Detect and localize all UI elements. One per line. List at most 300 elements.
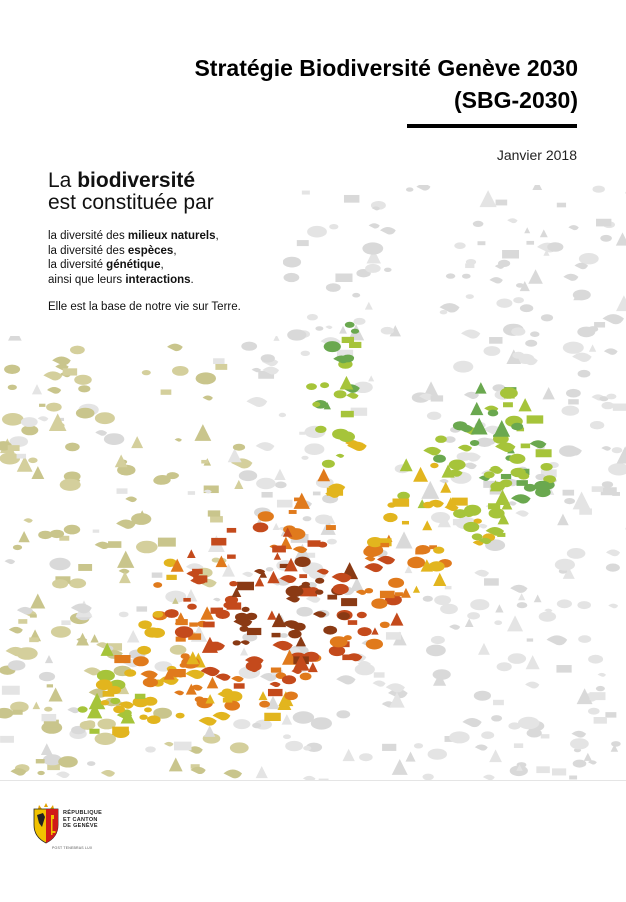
silhouette	[406, 187, 413, 191]
silhouette	[601, 446, 611, 451]
silhouette	[449, 625, 460, 630]
species-silhouette	[299, 574, 307, 578]
silhouette	[365, 302, 373, 310]
silhouette	[297, 240, 309, 246]
silhouette	[74, 375, 92, 385]
species-silhouette	[449, 460, 466, 471]
species-silhouette	[488, 410, 499, 417]
silhouette	[37, 771, 44, 775]
species-silhouette	[509, 454, 525, 464]
species-silhouette	[293, 623, 306, 631]
intro-headline: La biodiversité est constituée par	[48, 169, 214, 214]
species-silhouette	[433, 547, 444, 554]
silhouette	[596, 686, 605, 691]
species-silhouette	[430, 463, 438, 468]
silhouette	[224, 770, 243, 779]
species-silhouette	[187, 549, 196, 558]
silhouette	[603, 314, 624, 324]
species-silhouette	[503, 402, 513, 407]
species-silhouette	[272, 633, 281, 637]
species-silhouette	[153, 611, 164, 618]
species-silhouette	[458, 445, 472, 452]
species-silhouette	[338, 612, 350, 620]
species-silhouette	[268, 689, 283, 696]
silhouette	[557, 514, 569, 526]
silhouette	[423, 596, 433, 602]
species-silhouette	[143, 678, 158, 688]
species-silhouette	[338, 431, 355, 442]
list-item: la diversité des espèces,	[48, 244, 177, 257]
species-silhouette	[422, 520, 432, 530]
silhouette	[303, 746, 311, 751]
silhouette	[104, 433, 124, 445]
silhouette	[547, 635, 568, 645]
silhouette	[527, 638, 533, 641]
silhouette	[167, 344, 183, 351]
silhouette	[95, 412, 115, 424]
silhouette	[354, 318, 366, 325]
silhouette	[604, 348, 618, 355]
silhouette	[311, 717, 332, 729]
species-silhouette	[227, 602, 242, 609]
silhouette	[43, 371, 62, 380]
species-silhouette	[302, 582, 310, 587]
silhouette	[426, 645, 446, 657]
silhouette	[38, 416, 49, 421]
silhouette	[342, 749, 354, 761]
silhouette	[517, 762, 527, 768]
species-silhouette	[351, 329, 359, 334]
silhouette	[275, 482, 287, 489]
silhouette	[498, 260, 510, 267]
species-silhouette	[259, 691, 268, 700]
species-silhouette	[247, 628, 261, 635]
silhouette	[368, 375, 374, 381]
silhouette	[572, 353, 592, 362]
silhouette	[532, 185, 542, 190]
species-silhouette	[195, 696, 204, 702]
silhouette	[273, 523, 280, 530]
silhouette	[612, 492, 620, 496]
species-silhouette	[318, 542, 327, 548]
species-silhouette	[423, 502, 433, 509]
species-silhouette	[112, 727, 129, 738]
silhouette	[287, 329, 306, 340]
silhouette	[210, 516, 223, 522]
species-silhouette	[423, 447, 441, 455]
silhouette	[539, 612, 556, 622]
silhouette	[69, 578, 86, 588]
species-silhouette	[324, 341, 341, 352]
species-silhouette	[282, 675, 296, 684]
species-silhouette	[413, 586, 420, 593]
silhouette	[563, 342, 584, 354]
silhouette	[577, 601, 591, 609]
species-silhouette	[140, 671, 157, 679]
species-silhouette	[267, 571, 279, 583]
silhouette	[21, 417, 38, 427]
silhouette	[541, 314, 553, 321]
silhouette	[454, 242, 465, 249]
species-silhouette	[289, 510, 297, 514]
silhouette	[234, 480, 243, 489]
silhouette	[93, 530, 100, 533]
silhouette	[280, 633, 288, 638]
silhouette	[95, 542, 111, 549]
silhouette	[266, 567, 274, 571]
species-silhouette	[388, 578, 404, 588]
silhouette	[547, 242, 563, 251]
silhouette	[433, 669, 451, 680]
silhouette	[374, 672, 385, 677]
species-silhouette	[135, 694, 146, 699]
silhouette	[240, 647, 248, 655]
silhouette	[567, 548, 586, 559]
silhouette	[301, 351, 310, 356]
silhouette	[213, 598, 221, 602]
species-silhouette	[315, 590, 323, 595]
silhouette	[33, 702, 41, 710]
species-silhouette	[253, 523, 269, 533]
silhouette	[496, 200, 508, 206]
silhouette	[302, 191, 310, 195]
silhouette	[169, 758, 183, 772]
silhouette	[344, 195, 359, 203]
species-silhouette	[78, 706, 88, 712]
silhouette	[598, 673, 606, 677]
species-silhouette	[207, 677, 219, 689]
silhouette	[61, 620, 70, 625]
species-silhouette	[317, 469, 330, 482]
silhouette	[557, 203, 566, 208]
silhouette	[194, 424, 211, 441]
title-line-1: Stratégie Biodiversité Genève 2030	[194, 55, 578, 81]
silhouette	[473, 221, 484, 227]
silhouette	[256, 766, 268, 778]
species-silhouette	[223, 698, 233, 703]
silhouette	[85, 720, 95, 726]
silhouette	[301, 456, 308, 460]
silhouette	[606, 550, 620, 557]
species-silhouette	[211, 538, 226, 546]
silhouette	[526, 241, 534, 245]
silhouette	[590, 421, 604, 429]
silhouette	[515, 510, 528, 516]
silhouette	[326, 283, 341, 292]
silhouette	[594, 322, 605, 327]
species-silhouette	[333, 584, 349, 594]
species-silhouette	[235, 613, 249, 622]
silhouette	[518, 717, 539, 729]
species-silhouette	[114, 655, 130, 663]
silhouette	[60, 479, 81, 491]
silhouette	[605, 712, 616, 717]
species-silhouette	[315, 578, 324, 584]
silhouette	[327, 539, 337, 545]
silhouette	[256, 478, 276, 489]
species-silhouette	[175, 626, 193, 638]
silhouette	[303, 516, 312, 521]
silhouette	[307, 314, 318, 320]
diversity-list	[48, 229, 219, 287]
silhouette	[449, 731, 470, 743]
species-silhouette	[346, 393, 358, 399]
silhouette	[315, 515, 332, 525]
silhouette	[196, 372, 216, 384]
silhouette	[32, 384, 42, 394]
silhouette	[434, 595, 451, 605]
silhouette	[78, 385, 90, 392]
species-silhouette	[357, 612, 367, 618]
species-silhouette	[366, 639, 383, 650]
silhouette	[56, 772, 70, 779]
silhouette	[161, 389, 172, 394]
silhouette	[524, 227, 530, 233]
species-silhouette	[166, 575, 176, 580]
species-silhouette	[213, 712, 231, 721]
species-silhouette	[306, 383, 317, 390]
list-item: la diversité génétique,	[48, 259, 164, 271]
silhouette	[36, 759, 45, 763]
silhouette	[465, 618, 474, 627]
silhouette	[8, 445, 20, 451]
silhouette	[142, 370, 151, 375]
silhouette	[416, 185, 430, 191]
silhouette	[405, 752, 415, 762]
species-silhouette	[326, 525, 336, 530]
species-silhouette	[377, 556, 395, 565]
sun-rays-icon	[38, 803, 54, 809]
silhouette	[119, 612, 129, 618]
silhouette	[559, 445, 579, 456]
silhouette	[136, 541, 158, 554]
species-silhouette	[521, 444, 530, 449]
silhouette	[569, 776, 577, 780]
species-silhouette	[271, 667, 281, 672]
list-item: la diversité des milieux naturels,	[48, 230, 219, 242]
species-silhouette	[527, 415, 544, 423]
species-silhouette	[267, 610, 276, 619]
silhouette	[606, 394, 616, 400]
silhouette	[563, 274, 578, 281]
silhouette	[175, 438, 182, 441]
silhouette	[335, 273, 352, 282]
silhouette	[552, 768, 566, 775]
silhouette	[453, 361, 473, 373]
silhouette	[30, 593, 45, 608]
silhouette	[172, 366, 189, 376]
species-silhouette	[246, 661, 262, 671]
species-silhouette	[488, 503, 500, 509]
silhouette	[203, 396, 213, 401]
silhouette	[170, 645, 187, 655]
silhouette	[530, 331, 539, 337]
silhouette	[252, 723, 261, 728]
silhouette	[31, 466, 44, 479]
species-silhouette	[340, 376, 354, 390]
canton-name: RÉPUBLIQUE ET CANTON DE GENÈVE	[63, 810, 103, 829]
species-silhouette	[189, 622, 198, 626]
species-silhouette	[211, 608, 223, 614]
silhouette	[446, 273, 455, 278]
silhouette	[296, 607, 312, 617]
silhouette	[540, 229, 548, 237]
silhouette	[584, 753, 592, 761]
silhouette	[481, 731, 494, 739]
silhouette	[299, 432, 305, 435]
species-silhouette	[484, 471, 495, 478]
silhouette	[589, 692, 605, 700]
silhouette	[51, 626, 71, 638]
species-silhouette	[402, 521, 409, 525]
silhouette	[593, 186, 605, 193]
silhouette	[117, 488, 128, 493]
species-silhouette	[101, 700, 109, 705]
silhouette	[329, 224, 338, 229]
silhouette	[0, 736, 14, 743]
species-silhouette	[139, 715, 147, 720]
silhouette	[466, 259, 476, 265]
silhouette	[568, 399, 579, 404]
silhouette	[117, 551, 134, 568]
species-silhouette	[358, 627, 372, 636]
species-silhouette	[536, 449, 552, 457]
species-silhouette	[233, 640, 241, 645]
silhouette	[494, 620, 502, 625]
silhouette	[306, 596, 321, 603]
silhouette	[256, 442, 275, 451]
silhouette	[42, 714, 57, 721]
silhouette	[152, 572, 163, 577]
species-silhouette	[390, 612, 403, 625]
species-silhouette	[259, 701, 270, 708]
silhouette	[474, 570, 489, 577]
headline-line-2: est constituée par	[48, 191, 214, 214]
species-silhouette	[380, 622, 390, 628]
silhouette	[484, 346, 501, 356]
silhouette	[510, 585, 527, 593]
species-silhouette	[336, 454, 345, 458]
silhouette	[467, 612, 480, 619]
silhouette	[602, 481, 613, 488]
silhouette	[201, 460, 208, 464]
silhouette	[518, 593, 525, 600]
species-silhouette	[242, 607, 250, 612]
silhouette	[362, 242, 383, 254]
silhouette	[489, 749, 502, 762]
silhouette	[47, 684, 53, 687]
species-silhouette	[511, 468, 526, 478]
silhouette	[359, 753, 373, 761]
silhouette	[39, 672, 55, 681]
species-silhouette	[274, 552, 281, 559]
silhouette	[28, 458, 37, 464]
species-silhouette	[511, 423, 523, 431]
silhouette	[283, 734, 291, 739]
species-silhouette	[440, 482, 451, 493]
silhouette	[489, 337, 502, 344]
silhouette	[541, 734, 550, 738]
silhouette	[563, 490, 575, 496]
silhouette	[39, 404, 45, 407]
species-silhouette	[534, 481, 551, 492]
silhouette	[480, 190, 497, 207]
species-silhouette	[284, 692, 298, 701]
silhouette	[611, 741, 621, 747]
silhouette	[493, 700, 504, 705]
silhouette	[127, 630, 140, 643]
silhouette	[534, 594, 542, 602]
silhouette	[382, 744, 396, 751]
silhouette	[352, 293, 360, 298]
silhouette	[613, 403, 626, 410]
silhouette	[13, 710, 23, 715]
species-silhouette	[380, 591, 395, 598]
silhouette	[23, 518, 32, 522]
species-silhouette	[227, 554, 236, 558]
silhouette	[315, 326, 323, 331]
silhouette	[616, 295, 626, 311]
silhouette	[76, 408, 95, 419]
species-silhouette	[165, 609, 179, 618]
silhouette	[246, 397, 267, 407]
silhouette	[445, 586, 452, 589]
species-silhouette	[300, 673, 312, 681]
species-silhouette	[183, 598, 190, 602]
silhouette	[440, 604, 458, 614]
silhouette	[145, 746, 156, 752]
silhouette	[440, 310, 448, 314]
silhouette	[373, 681, 386, 687]
silhouette	[589, 344, 596, 351]
species-silhouette	[315, 426, 326, 433]
silhouette	[215, 364, 227, 370]
silhouette	[594, 717, 607, 724]
species-silhouette	[176, 619, 188, 625]
silhouette	[9, 627, 23, 634]
species-silhouette	[237, 582, 254, 590]
silhouette	[579, 508, 592, 514]
silhouette	[414, 743, 423, 748]
silhouette	[527, 729, 542, 738]
species-silhouette	[327, 595, 337, 600]
species-silhouette	[415, 545, 430, 554]
silhouette	[380, 227, 396, 234]
species-silhouette	[153, 582, 162, 588]
species-silhouette	[147, 715, 161, 724]
silhouette	[431, 636, 445, 644]
species-silhouette	[541, 463, 553, 471]
silhouette	[233, 444, 245, 451]
publication-date: Janvier 2018	[496, 147, 577, 163]
silhouette	[5, 559, 16, 564]
silhouette	[239, 470, 257, 481]
silhouette	[277, 500, 293, 508]
silhouette	[242, 572, 253, 577]
silhouette	[386, 632, 401, 640]
species-silhouette	[215, 674, 230, 681]
silhouette	[507, 615, 523, 631]
silhouette	[101, 770, 115, 777]
silhouette	[396, 531, 413, 548]
species-silhouette	[323, 626, 337, 635]
silhouette	[608, 463, 626, 475]
silhouette	[562, 406, 580, 416]
species-silhouette	[180, 663, 188, 668]
silhouette	[578, 635, 591, 643]
silhouette	[475, 745, 488, 751]
silhouette	[158, 538, 176, 547]
